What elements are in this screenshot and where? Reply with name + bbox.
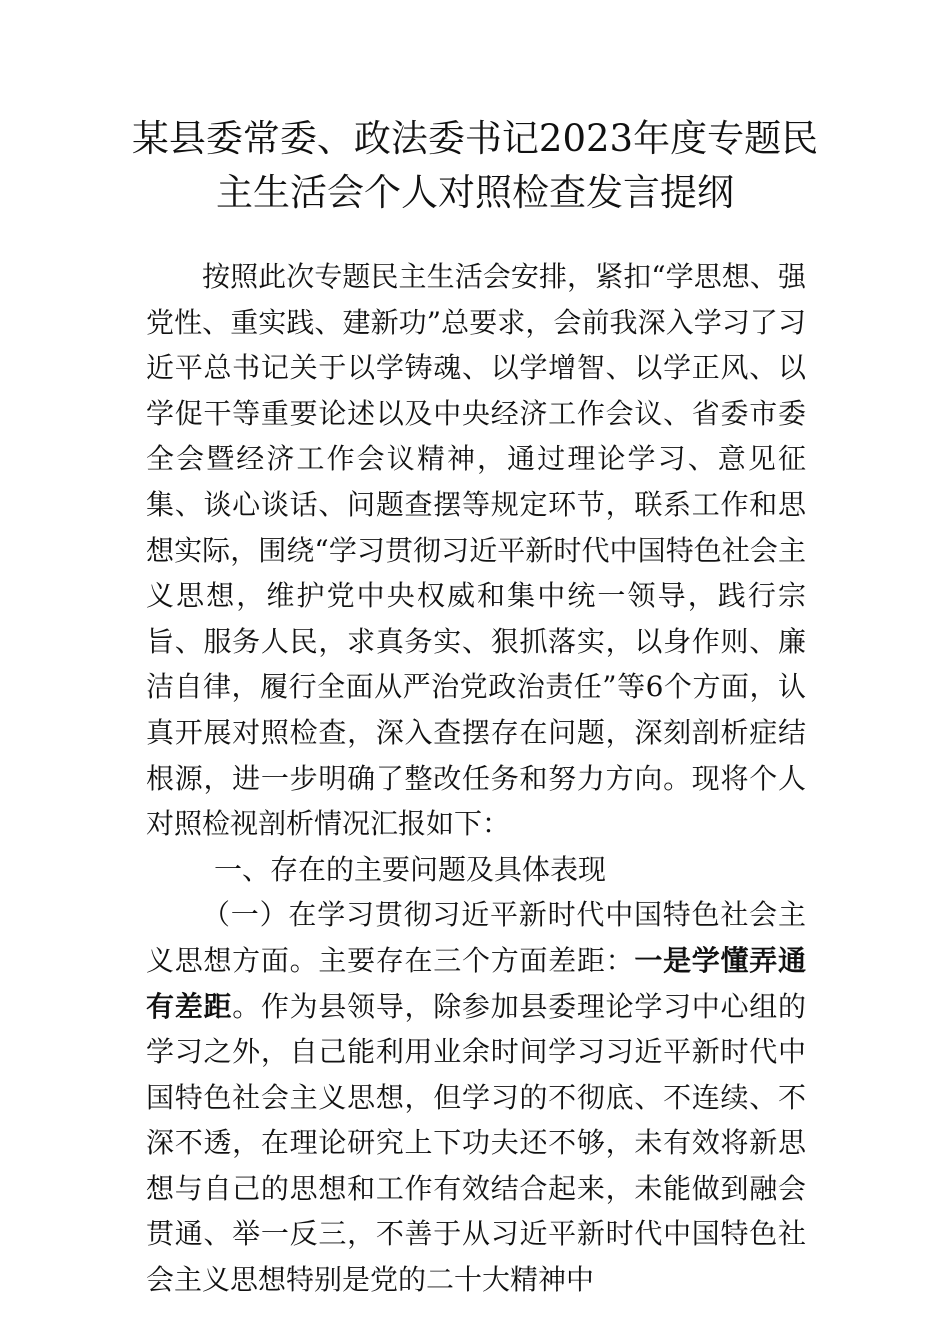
title-line-2: 主生活会个人对照检查发言提纲	[216, 171, 734, 214]
subsection-bold-phrase: 一是学懂弄通有差距	[146, 943, 806, 1023]
subsection-bold-end: 。	[232, 989, 261, 1023]
document-body	[146, 254, 806, 1303]
subsection-lead: （一）在学习贯彻习近平新时代中国特色社会主义思想方面。主要存在三个方面差距：	[146, 898, 806, 977]
section-heading: 一、存在的主要问题及具体表现	[214, 852, 607, 886]
intro-paragraph: 按照此次专题民主生活会安排，紧扣“学思想、强党性、重实践、建新功”总要求，会前我深入学习了习近平总书记关于以学铸魂、以学增智、以学正风、以学促干等重要论述以及中央经济工作会议、省委市委全会暨经济工作会议精神，通过理论学习、意见征集、谈心谈话、问题查摆等规定环节，联系工作和思想实际，围绕“学习贯彻习近平新时代中国特色社会主义思想，维护党中央权威和集中统一领导，践行宗旨、服务人民，求真务实、狠抓落实，以身作则、廉洁自律，履行全面从严治党政治责任”等6个方面，认真开展对照检查，深入查摆存在问题，深刻剖析症结根源，进一步明确了整改任务和努力方向。现将个人对照检视剖析情况汇报如下：	[146, 260, 806, 841]
document-title	[100, 112, 850, 220]
subsection-rest: 作为县领导，除参加县委理论学习中心组的学习之外，自己能利用业余时间学习习近平新时代中国特色社会主义思想，但学习的不彻底、不连续、不深不透，在理论研究上下功夫还不够，未有效将新思想与自己的思想和工作有效结合起来，未能做到融会贯通、举一反三，不善于从习近平新时代中国特色社会主义思想特别是党的二十大精神中	[146, 989, 806, 1297]
title-line-1: 某县委常委、政法委书记2023年度专题民	[131, 117, 819, 160]
subsection-paragraph	[146, 892, 806, 1302]
